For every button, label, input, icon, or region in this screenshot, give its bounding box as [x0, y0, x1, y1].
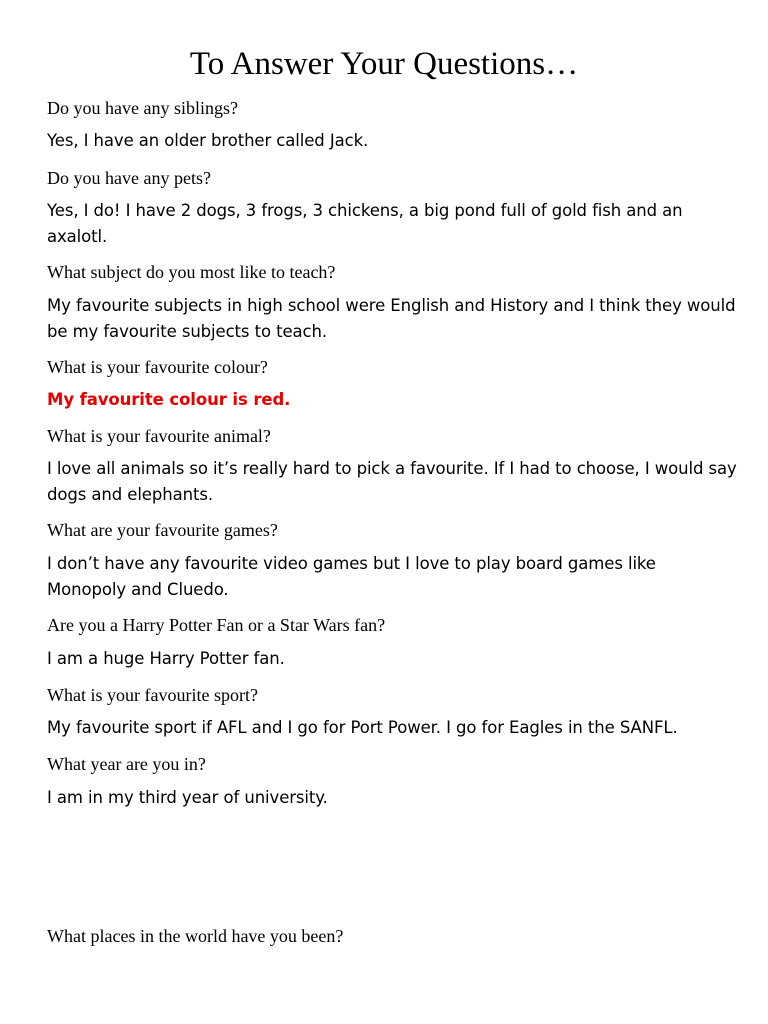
answer-subject: My favourite subjects in high school were English and History and I think they would be my favourite subjects to teach.	[47, 296, 736, 341]
answer-games: I don’t have any favourite video games but I love to play board games like Monopoly and Cluedo.	[47, 554, 656, 599]
question-sport: What is your favourite sport?	[47, 685, 258, 705]
question-colour: What is your favourite colour?	[47, 357, 268, 377]
page-title: To Answer Your Questions…	[189, 46, 579, 82]
answer-animal: I love all animals so it’s really hard to pick a favourite. If I had to choose, I would say dogs and elephants.	[47, 459, 737, 504]
answer-pets: Yes, I do! I have 2 dogs, 3 frogs, 3 chickens, a big pond full of gold fish and an axalotl.	[47, 201, 683, 246]
answer-siblings: Yes, I have an older brother called Jack.	[47, 131, 369, 150]
question-pets: Do you have any pets?	[47, 168, 211, 188]
question-year: What year are you in?	[47, 754, 206, 774]
answer-year: I am in my third year of university.	[47, 788, 328, 807]
question-fandom: Are you a Harry Potter Fan or a Star Wars fan?	[47, 615, 386, 635]
question-siblings: Do you have any siblings?	[47, 98, 238, 118]
question-games: What are your favourite games?	[47, 520, 278, 540]
question-subject: What subject do you most like to teach?	[47, 262, 336, 282]
answer-colour: My favourite colour is red.	[47, 390, 291, 409]
question-places: What places in the world have you been?	[47, 926, 344, 946]
answer-fandom: I am a huge Harry Potter fan.	[47, 649, 285, 668]
question-animal: What is your favourite animal?	[47, 426, 271, 446]
answer-sport: My favourite sport if AFL and I go for Port Power. I go for Eagles in the SANFL.	[47, 718, 678, 737]
